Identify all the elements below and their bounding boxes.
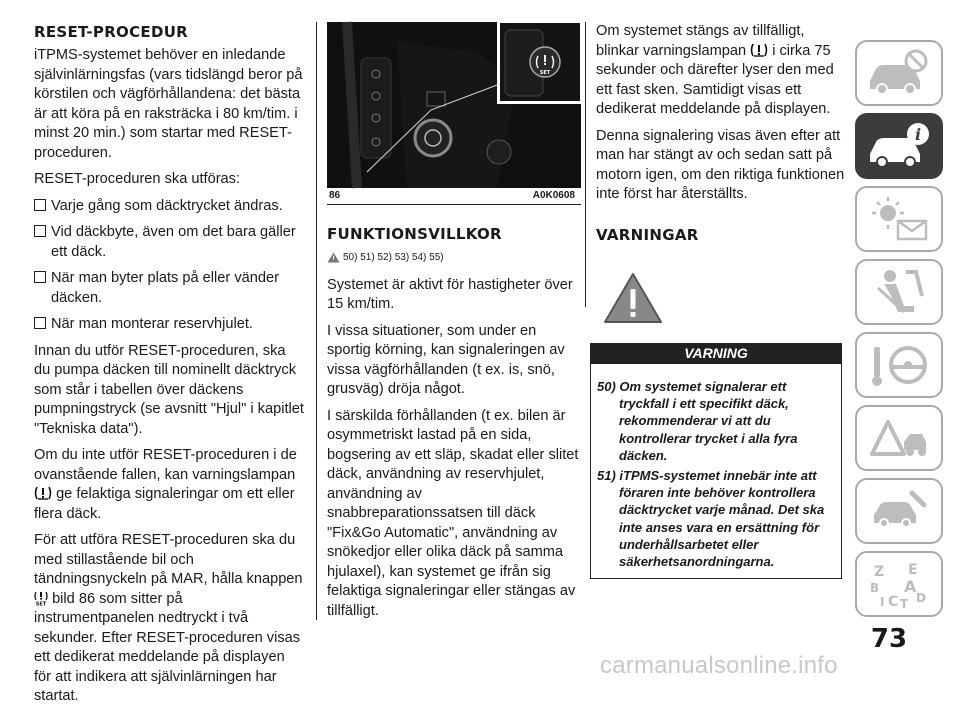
- warning-item: 51) iTPMS-systemet innebär inte att föraren inte behöver kontrollera däcktrycket varje månad. Det ska inte anses vara en ersättning för underhållsarbetet eller säkerhetsanordningarna.: [597, 468, 825, 570]
- warning-triangle-icon: [602, 271, 664, 325]
- chapter-sidebar: [855, 40, 945, 624]
- list-item: När man monterar reservhjulet.: [34, 315, 304, 335]
- index-letters-icon: [864, 558, 934, 610]
- svg-text:i: i: [914, 125, 922, 144]
- column-divider: [316, 22, 317, 620]
- paragraph: Om systemet stängs av tillfälligt, blinkar varningslampan i cirka 75 sekunder och därefter lyser den med ett fast sken. Samtidigt visas ett dedikerat meddelande på displayen.: [596, 23, 834, 117]
- svg-text:D: D: [916, 591, 926, 605]
- figure-caption: [327, 190, 581, 204]
- column-3: [596, 22, 846, 579]
- tab-emergency[interactable]: [855, 405, 943, 471]
- tab-car-info[interactable]: [855, 113, 943, 179]
- steering-key-icon: [864, 339, 934, 391]
- wrench-car-icon: [864, 485, 934, 537]
- tyre-pressure-warning-icon: [34, 485, 52, 501]
- column-1: [34, 22, 304, 714]
- svg-text:SET: SET: [35, 601, 47, 607]
- checkbox-bullet-icon: [34, 225, 46, 237]
- tyre-pressure-warning-icon: [750, 42, 768, 58]
- dashboard-illustration: [327, 22, 581, 188]
- warning-triangle-icon: [327, 252, 340, 263]
- figure-number: 86: [329, 190, 341, 201]
- checkbox-bullet-icon: [34, 317, 46, 329]
- warning-lights-icon: [864, 193, 934, 245]
- list-item: När man byter plats på eller vänder däcken.: [34, 269, 304, 308]
- svg-text:A: A: [904, 577, 917, 596]
- tab-warning-lights[interactable]: [855, 186, 943, 252]
- heading-varningar: VARNINGAR: [596, 225, 699, 244]
- warning-item: 50) Om systemet signalerar ett tryckfall i ett specifikt däck, rekommenderar vi att du kontrollerar trycket i alla fyra däcken.: [597, 379, 798, 463]
- warning-title: VARNING: [590, 343, 842, 363]
- heading-reset-procedure: RESET-PROCEDUR: [34, 23, 189, 41]
- paragraph: I vissa situationer, som under en sportig körning, kan signaleringen av vissa vägförhållanden (t ex. is, snö, grusväg) dröja något.: [327, 322, 565, 397]
- list-item: Vid däckbyte, även om det bara gäller ett däck.: [34, 223, 304, 262]
- paragraph: Innan du utför RESET-proceduren, ska du pumpa däcken till nominellt däcktryck som står i tabellen över däckens pumpningstryck (se avsnitt "Hjul" i kapitlet "Tekniska data").: [34, 342, 304, 437]
- footer-watermark: carmanualsonline.info: [600, 652, 838, 679]
- svg-text:T: T: [900, 597, 909, 611]
- paragraph: I särskilda förhållanden (t ex. bilen är osymmetriskt lastad på en sida, bogsering av ett släp, skadat eller slitet däck, användning av reservhjulet, användning av snabbreparationssatsen till däck "Fix&Go Automatic", användning av snökedjor eller olika däck på samma hjulaxel), kan systemet ge ifrån sig felaktiga signaleringar eller stängas av tillfälligt.: [327, 407, 579, 619]
- car-info-icon: [864, 120, 934, 172]
- page-number: 73: [870, 624, 908, 654]
- paragraph: För att utföra RESET-proceduren ska du med stillastående bil och tändningsnyckeln på MAR, hålla knappen SET bild 86 som sitter på instrumentpanelen nedtryckt i två sekunder. Efter RESET-proceduren visas ett dedikerat meddelande på displayen för att indikera att självinlärningen har startat.: [34, 532, 303, 704]
- figure-code: A0K0608: [532, 190, 575, 201]
- tab-wrench-car[interactable]: [855, 478, 943, 544]
- column-2: [327, 224, 581, 628]
- list-item: Varje gång som däcktrycket ändras.: [34, 197, 304, 217]
- tab-index[interactable]: [855, 551, 943, 617]
- paragraph: RESET-proceduren ska utföras:: [34, 171, 241, 187]
- checkbox-bullet-icon: [34, 199, 46, 211]
- svg-text:I: I: [880, 595, 885, 609]
- checkbox-bullet-icon: [34, 271, 46, 283]
- car-warning-icon: [864, 47, 934, 99]
- figure-set-label: SET: [539, 70, 551, 76]
- column-divider: [585, 22, 586, 307]
- tyre-set-button-icon: [34, 590, 48, 606]
- emergency-icon: [864, 412, 934, 464]
- paragraph: iTPMS-systemet behöver en inledande självinlärningsfas (vars tidslängd beror på körstilen och vägförhållandena: det bästa är att köra på en raksträcka i 80 km/tim. i minst 20 min.) som startar med RESET-proceduren.: [34, 47, 303, 161]
- svg-text:Z: Z: [874, 564, 885, 580]
- paragraph: Systemet är aktivt för hastigheter över 15 km/tim.: [327, 276, 573, 312]
- figure-divider: [327, 204, 581, 205]
- tab-airbag-seat[interactable]: [855, 259, 943, 325]
- svg-text:B: B: [870, 581, 880, 595]
- warning-box: [590, 363, 842, 579]
- svg-text:C: C: [888, 594, 899, 610]
- warning-references: 50) 51) 52) 53) 54) 55): [327, 248, 581, 268]
- tab-car-warning[interactable]: [855, 40, 943, 106]
- dashboard-photo: [327, 22, 581, 188]
- svg-text:E: E: [908, 562, 918, 578]
- tab-steering-key[interactable]: [855, 332, 943, 398]
- paragraph: Om du inte utför RESET-proceduren i de ovanstående fallen, kan varningslampan ge felaktiga signaleringar om ett eller flera däck.: [34, 447, 297, 522]
- heading-funktionsvillkor: FUNKTIONSVILLKOR: [327, 225, 502, 243]
- airbag-seat-icon: [864, 266, 934, 318]
- paragraph: Denna signalering visas även efter att man har stängt av och sedan satt på motorn igen, om den riktiga funktionen inte först har återställts.: [596, 127, 845, 202]
